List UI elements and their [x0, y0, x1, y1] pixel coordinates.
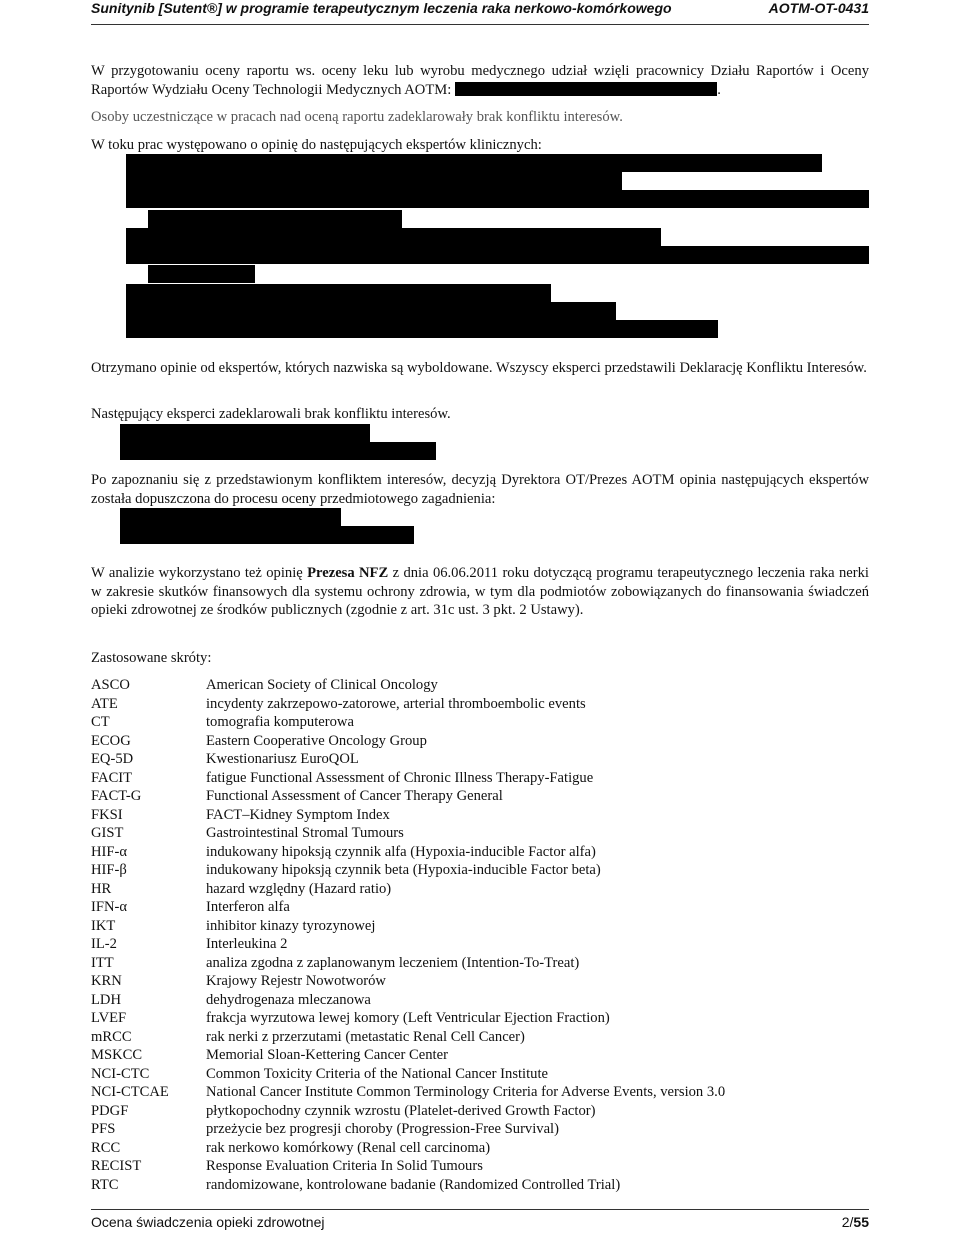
abbreviation-term: NCI-CTC: [91, 1065, 150, 1082]
abbreviation-definition: FACT–Kidney Symptom Index: [206, 806, 390, 823]
redaction-block: [120, 508, 341, 526]
abbreviation-row: [91, 750, 869, 769]
abbreviation-definition: Interferon alfa: [206, 899, 290, 915]
paragraph-experts-intro: W toku prac występowano o opinię do następujących ekspertów klinicznych:: [91, 137, 542, 153]
abbreviation-definition: Krajowy Rejestr Nowotworów: [206, 973, 386, 989]
abbreviation-term: FACIT: [91, 769, 133, 786]
abbreviation-row: [91, 1028, 869, 1047]
abbreviation-row: [91, 1157, 869, 1176]
footer-divider: [91, 1209, 869, 1210]
header-code: AOTM-OT-0431: [768, 0, 869, 16]
page-number-current: 2/: [841, 1214, 854, 1230]
abbreviation-definition: indukowany hipoksją czynnik beta (Hypoxia-inducible Factor beta): [206, 862, 601, 878]
abbreviation-term: IKT: [91, 917, 116, 934]
page-number: [842, 1214, 869, 1230]
paragraph-opinions: Otrzymano opinie od ekspertów, których nazwiska są wyboldowane. Wszyscy eksperci przedstawili Deklarację Konfliktu Interesów.: [91, 360, 867, 376]
abbreviation-definition: National Cancer Institute Common Terminology Criteria for Adverse Events, version 3.0: [206, 1084, 726, 1100]
page-number-total: 55: [853, 1214, 869, 1230]
abbreviation-definition: Interleukina 2: [206, 936, 288, 952]
abbreviation-term: RTC: [91, 1176, 119, 1193]
abbreviation-term: MSKCC: [91, 1047, 143, 1063]
redaction-block: [126, 228, 661, 246]
abbreviation-term: ASCO: [91, 677, 130, 693]
abbreviation-row: [91, 1065, 869, 1084]
abbreviation-row: [91, 676, 869, 695]
abbreviation-term: GIST: [91, 825, 124, 841]
abbreviation-definition: tomografia komputerowa: [206, 714, 354, 730]
redaction-block: [148, 210, 402, 228]
abbreviation-definition: rak nerki z przerzutami (metastatic Renal Cell Cancer): [206, 1028, 525, 1045]
redaction-block: [126, 154, 822, 172]
abbreviation-row: [91, 695, 869, 714]
abbreviation-term: ITT: [91, 954, 114, 971]
abbreviation-term: HR: [91, 880, 112, 897]
page-header: [91, 0, 869, 20]
abbreviation-row: [91, 991, 869, 1010]
abbreviation-row: [91, 1139, 869, 1158]
abbreviation-definition: fatigue Functional Assessment of Chronic Illness Therapy-Fatigue: [206, 769, 594, 786]
abbreviation-term: FACT-G: [91, 788, 142, 804]
abbreviation-row: [91, 713, 869, 732]
redaction-block: [126, 172, 622, 190]
abbreviation-definition: Functional Assessment of Cancer Therapy General: [206, 788, 503, 804]
abbreviation-term: LDH: [91, 991, 121, 1008]
paragraph-declared: Następujący eksperci zadeklarowali brak konfliktu interesów.: [91, 406, 451, 422]
paragraph-nfz-bold: Prezesa NFZ: [307, 565, 389, 581]
page-footer: [91, 1214, 869, 1230]
abbreviation-definition: dehydrogenaza mleczanowa: [206, 991, 371, 1008]
abbreviation-definition: Gastrointestinal Stromal Tumours: [206, 825, 404, 841]
abbreviation-definition: American Society of Clinical Oncology: [206, 677, 438, 693]
abbreviation-term: KRN: [91, 973, 122, 989]
redaction-block: [126, 320, 718, 338]
abbreviation-definition: hazard względny (Hazard ratio): [206, 880, 392, 897]
abbreviation-term: ECOG: [91, 732, 131, 749]
redaction-block: [126, 284, 551, 302]
paragraph-nfz-rest: z dnia 06.06.2011 roku dotyczącą programu terapeutycznego leczenia raka nerki w zakresie skutków finansowych dla systemu ochrony zdrowia, w tym dla podmiotów zobowiązanych do finansowania świadczeń opieki zdrowotnej ze środków publicznych (zgodnie z art. 31c ust. 3 pkt. 2 Ustawy).: [91, 565, 869, 618]
redaction-block: [120, 442, 436, 460]
abbreviation-definition: Response Evaluation Criteria In Solid Tumours: [206, 1158, 483, 1174]
abbreviation-term: HIF-β: [91, 862, 127, 878]
abbreviation-row: [91, 1120, 869, 1139]
abbreviation-definition: Eastern Cooperative Oncology Group: [206, 732, 427, 749]
abbreviation-definition: Memorial Sloan-Kettering Cancer Center: [206, 1047, 448, 1063]
abbreviation-definition: analiza zgodna z zaplanowanym leczeniem (Intention-To-Treat): [206, 954, 580, 971]
abbreviation-row: [91, 972, 869, 991]
redaction-block: [120, 526, 414, 544]
header-divider: [91, 24, 869, 25]
abbreviations-title: Zastosowane skróty:: [91, 650, 212, 666]
paragraph-admitted: Po zapoznaniu się z przedstawionym konfliktem interesów, decyzją Dyrektora OT/Prezes AOTM opinia następujących ekspertów została dopuszczona do procesu oceny przedmiotowego zagadnienia:: [91, 472, 869, 507]
abbreviation-row: [91, 917, 869, 936]
redaction-block: [148, 265, 255, 283]
abbreviation-definition: Kwestionariusz EuroQOL: [206, 751, 359, 767]
abbreviation-row: [91, 824, 869, 843]
abbreviation-definition: frakcja wyrzutowa lewej komory (Left Ventricular Ejection Fraction): [206, 1010, 610, 1026]
abbreviation-definition: płytkopochodny czynnik wzrostu (Platelet-derived Growth Factor): [206, 1102, 596, 1119]
paragraph-staff: [91, 62, 869, 99]
abbreviation-definition: indukowany hipoksją czynnik alfa (Hypoxia-inducible Factor alfa): [206, 843, 596, 860]
header-title: Sunitynib [Sutent®] w programie terapeutycznym leczenia raka nerkowo-komórkowego: [91, 0, 672, 16]
abbreviation-row: [91, 1009, 869, 1028]
abbreviation-term: PDGF: [91, 1102, 129, 1119]
abbreviation-definition: rak nerkowo komórkowy (Renal cell carcinoma): [206, 1139, 491, 1156]
abbreviation-term: RECIST: [91, 1158, 142, 1174]
abbreviation-definition: randomizowane, kontrolowane badanie (Randomized Controlled Trial): [206, 1176, 621, 1193]
paragraph-nfz-text: W analizie wykorzystano też opinię: [91, 565, 303, 581]
abbreviation-term: EQ-5D: [91, 751, 134, 767]
abbreviation-row: [91, 769, 869, 788]
abbreviations-list: [91, 676, 869, 1194]
redaction-block: [126, 246, 869, 264]
abbreviation-row: [91, 806, 869, 825]
abbreviation-definition: przeżycie bez progresji choroby (Progression-Free Survival): [206, 1121, 559, 1137]
abbreviation-row: [91, 843, 869, 862]
abbreviation-definition: inhibitor kinazy tyrozynowej: [206, 917, 376, 934]
abbreviation-term: ATE: [91, 695, 118, 712]
abbreviation-row: [91, 787, 869, 806]
redaction-block: [455, 82, 717, 96]
redaction-block: [126, 302, 616, 320]
abbreviation-row: [91, 935, 869, 954]
abbreviation-term: IFN-α: [91, 899, 128, 915]
abbreviation-term: PFS: [91, 1121, 116, 1137]
abbreviation-term: NCI-CTCAE: [91, 1084, 169, 1100]
abbreviation-term: mRCC: [91, 1028, 132, 1045]
abbreviation-row: [91, 1083, 869, 1102]
footer-label: Ocena świadczenia opieki zdrowotnej: [91, 1214, 325, 1230]
abbreviation-row: [91, 898, 869, 917]
abbreviation-row: [91, 880, 869, 899]
redaction-block: [126, 190, 869, 208]
abbreviation-row: [91, 1102, 869, 1121]
abbreviation-term: RCC: [91, 1139, 121, 1156]
paragraph-staff-text: W przygotowaniu oceny raportu ws. oceny leku lub wyrobu medycznego udział wzięli pracownicy Działu Raportów i Oceny Raportów Wydziału Oceny Technologii Medycznych AOTM:: [91, 63, 869, 98]
abbreviation-definition: Common Toxicity Criteria of the National Cancer Institute: [206, 1065, 548, 1082]
paragraph-nfz: [91, 564, 869, 620]
abbreviation-row: [91, 861, 869, 880]
abbreviation-term: LVEF: [91, 1010, 127, 1026]
abbreviation-row: [91, 732, 869, 751]
paragraph-staff-end: .: [717, 81, 721, 98]
abbreviation-term: IL-2: [91, 936, 117, 952]
abbreviation-row: [91, 1176, 869, 1195]
abbreviation-term: FKSI: [91, 806, 123, 823]
abbreviation-row: [91, 954, 869, 973]
abbreviation-row: [91, 1046, 869, 1065]
redaction-block: [120, 424, 370, 442]
abbreviation-term: HIF-α: [91, 843, 128, 860]
abbreviation-definition: incydenty zakrzepowo-zatorowe, arterial thromboembolic events: [206, 695, 586, 712]
paragraph-no-conflict: Osoby uczestniczące w pracach nad oceną raportu zadeklarowały brak konfliktu interesów.: [91, 109, 623, 125]
abbreviation-term: CT: [91, 714, 110, 730]
